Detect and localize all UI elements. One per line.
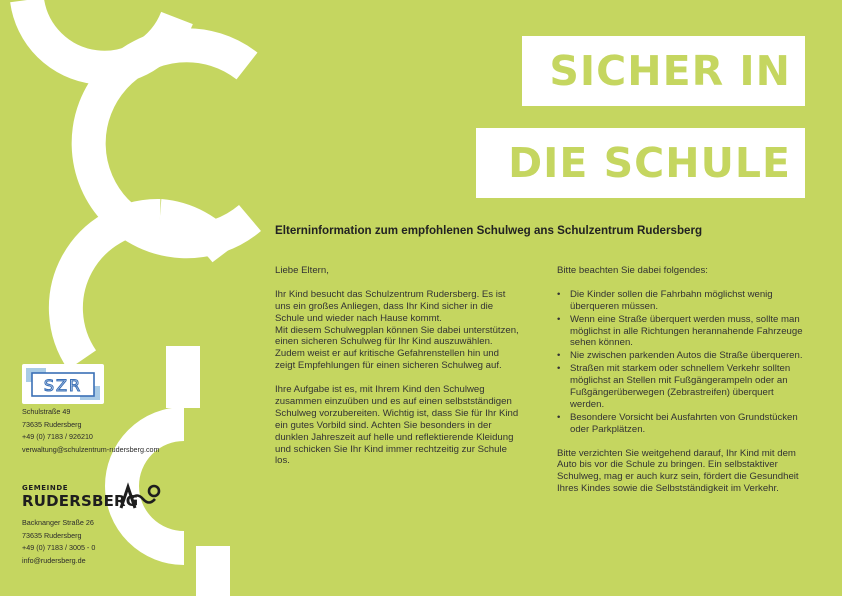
rudersberg-wordmark: RUDERSBERG xyxy=(22,492,139,510)
szr-street: Schulstraße 49 xyxy=(22,407,71,416)
paragraph-3: Ihre Aufgabe ist es, mit Ihrem Kind den Schulweg zusammen einzuüben und es auf einen selbstständigen Schulweg vorzubereiten. Wichtig ist, dass Sie für Ihr Kind ein gutes Vorbild sind. Achten Sie besonders in der dunklen Jahreszeit auf helle und reflektierende Kleidung und schicken Sie Ihr Kind immer rechtzeitig zur Schule los. xyxy=(275,384,519,467)
title-line-1: SICHER IN xyxy=(522,36,805,106)
szr-logo-icon xyxy=(22,364,104,404)
closing-paragraph: Bitte verzichten Sie weitgehend darauf, Ihr Kind mit dem Auto bis vor die Schule zu bringen. Ein selbstaktiver Schulweg, mag er auch kurz sein, fördert die Gesundheit Ihres Kindes sowie die Selbstständigkeit im Verkehr. xyxy=(557,447,799,495)
bullet-icon: • xyxy=(557,411,561,423)
list-item: • Besondere Vorsicht bei Ausfahrten von Grundstücken oder Parkplätzen. xyxy=(557,411,798,435)
gemeinde-label: GEMEINDE xyxy=(22,484,69,492)
list-item: • Die Kinder sollen die Fahrbahn möglichst wenig überqueren müssen. xyxy=(557,288,773,312)
subtitle: Elterninformation zum empfohlenen Schulweg ans Schulzentrum Rudersberg xyxy=(275,224,703,237)
title-line-2: DIE SCHULE xyxy=(476,128,805,198)
bullet-icon: • xyxy=(557,288,561,300)
gemeinde-city: 73635 Rudersberg xyxy=(22,530,82,540)
gemeinde-street: Backnanger Straße 26 xyxy=(22,518,94,527)
notice-list xyxy=(557,289,809,436)
bullet-icon: • xyxy=(557,350,561,362)
szr-email: verwaltung@schulzentrum-rudersberg.com xyxy=(22,444,160,454)
right-column xyxy=(557,265,809,507)
greeting: Liebe Eltern, xyxy=(275,265,329,276)
paragraph-2: Mit diesem Schulwegplan können Sie dabei unterstützen, einen sicheren Schulweg für Ihr Kind auszuwählen. Zudem weist er auf kritische Gefahrenstellen hin und zeigt Empfehlungen für einen sicheren Schulweg auf. xyxy=(275,324,519,372)
left-column xyxy=(275,265,520,479)
bullet-icon: • xyxy=(557,313,561,325)
szr-phone: +49 (0) 7183 / 926210 xyxy=(22,432,93,442)
gemeinde-logo xyxy=(22,482,162,514)
list-item: • Straßen mit starkem oder schnellem Verkehr sollten möglichst an Stellen mit Fußgängerampeln oder an Fußgängerüberwegen (Zebrastreifen) überquert werden. xyxy=(557,363,791,410)
szr-address xyxy=(22,406,160,456)
szr-logo-text: SZR xyxy=(43,376,83,395)
paragraph-1: Ihr Kind besucht das Schulzentrum Rudersberg. Es ist uns ein großes Anliegen, dass Ihr Kind sicher in die Schule und wieder nach Hause kommt. xyxy=(275,288,506,324)
list-item: • Wenn eine Straße überquert werden muss, sollte man möglichst in alle Richtungen herannahende Fahrzeuge sehen können. xyxy=(557,313,803,349)
gemeinde-phone: +49 (0) 7183 / 3005 - 0 xyxy=(22,543,96,553)
notice-intro: Bitte beachten Sie dabei folgendes: xyxy=(557,265,708,276)
list-item: • Nie zwischen parkenden Autos die Straße überqueren. xyxy=(557,350,803,362)
szr-city: 73635 Rudersberg xyxy=(22,419,82,429)
gemeinde-address xyxy=(22,517,95,567)
rudersberg-mark-icon xyxy=(119,482,161,512)
gemeinde-email: info@rudersberg.de xyxy=(22,555,86,565)
bullet-icon: • xyxy=(557,363,561,375)
